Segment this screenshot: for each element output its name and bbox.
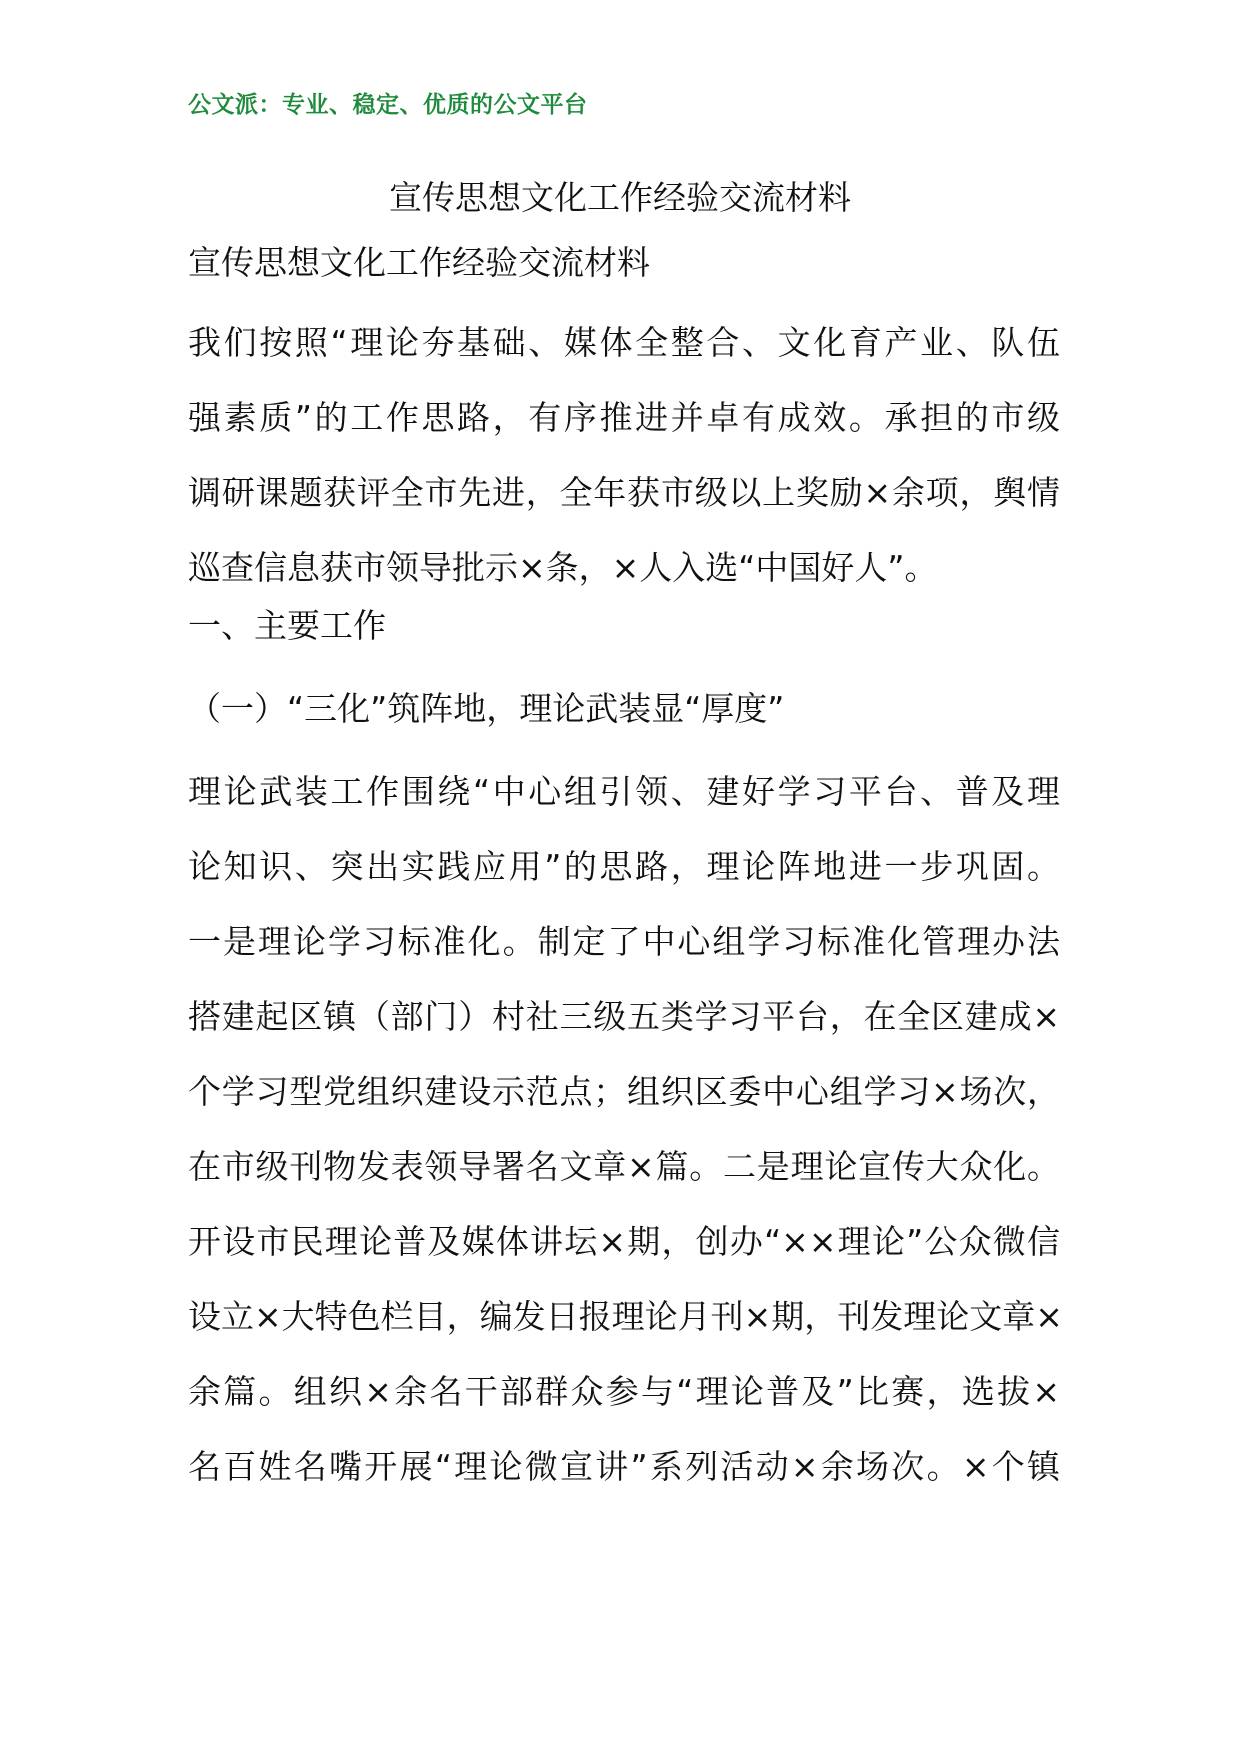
body-line: 名百姓名嘴开展“理论微宣讲”系列活动×余场次。×个镇 (188, 1447, 1060, 1486)
body-line: 理论武装工作围绕“中心组引领、建好学习平台、普及理 (188, 772, 1060, 811)
body-line: 一是理论学习标准化。制定了中心组学习标准化管理办法 (188, 922, 1060, 961)
document-subtitle-block (188, 225, 1060, 300)
intro-line: 强素质”的工作思路，有序推进并卓有成效。承担的市级 (188, 398, 1060, 437)
body-line: 搭建起区镇（部门）村社三级五类学习平台，在全区建成× (188, 997, 1060, 1036)
intro-line: 巡查信息获市领导批示×条，×人入选“中国好人”。 (188, 548, 938, 587)
header-brand: 公文派：专业、稳定、优质的公文平台 (188, 92, 588, 118)
intro-line: 调研课题获评全市先进，全年获市级以上奖励×余项，舆情 (188, 473, 1060, 512)
body-line: 开设市民理论普及媒体讲坛×期，创办“××理论”公众微信 (188, 1222, 1060, 1261)
document-title: 宣传思想文化工作经验交流材料 (389, 178, 851, 217)
intro-line: 我们按照“理论夯基础、媒体全整合、文化育产业、队伍 (188, 323, 1060, 362)
body-line: 个学习型党组织建设示范点；组织区委中心组学习×场次， (188, 1072, 1060, 1111)
document-subtitle: 宣传思想文化工作经验交流材料 (188, 243, 650, 282)
body-paragraph (188, 754, 1063, 1504)
intro-paragraph (188, 305, 1060, 605)
body-line: 论知识、突出实践应用”的思路，理论阵地进一步巩固。 (188, 847, 1060, 886)
body-line: 余篇。组织×余名干部群众参与“理论普及”比赛，选拔× (188, 1372, 1060, 1411)
subsection-heading: （一）“三化”筑阵地，理论武装显“厚度” (188, 689, 785, 728)
section-heading: 一、主要工作 (188, 606, 386, 645)
section-heading-block (188, 588, 1060, 663)
subsection-heading-block (188, 671, 1060, 746)
body-line: 设立×大特色栏目，编发日报理论月刊×期，刊发理论文章× (188, 1297, 1063, 1336)
body-line: 在市级刊物发表领导署名文章×篇。二是理论宣传大众化。 (188, 1147, 1060, 1186)
